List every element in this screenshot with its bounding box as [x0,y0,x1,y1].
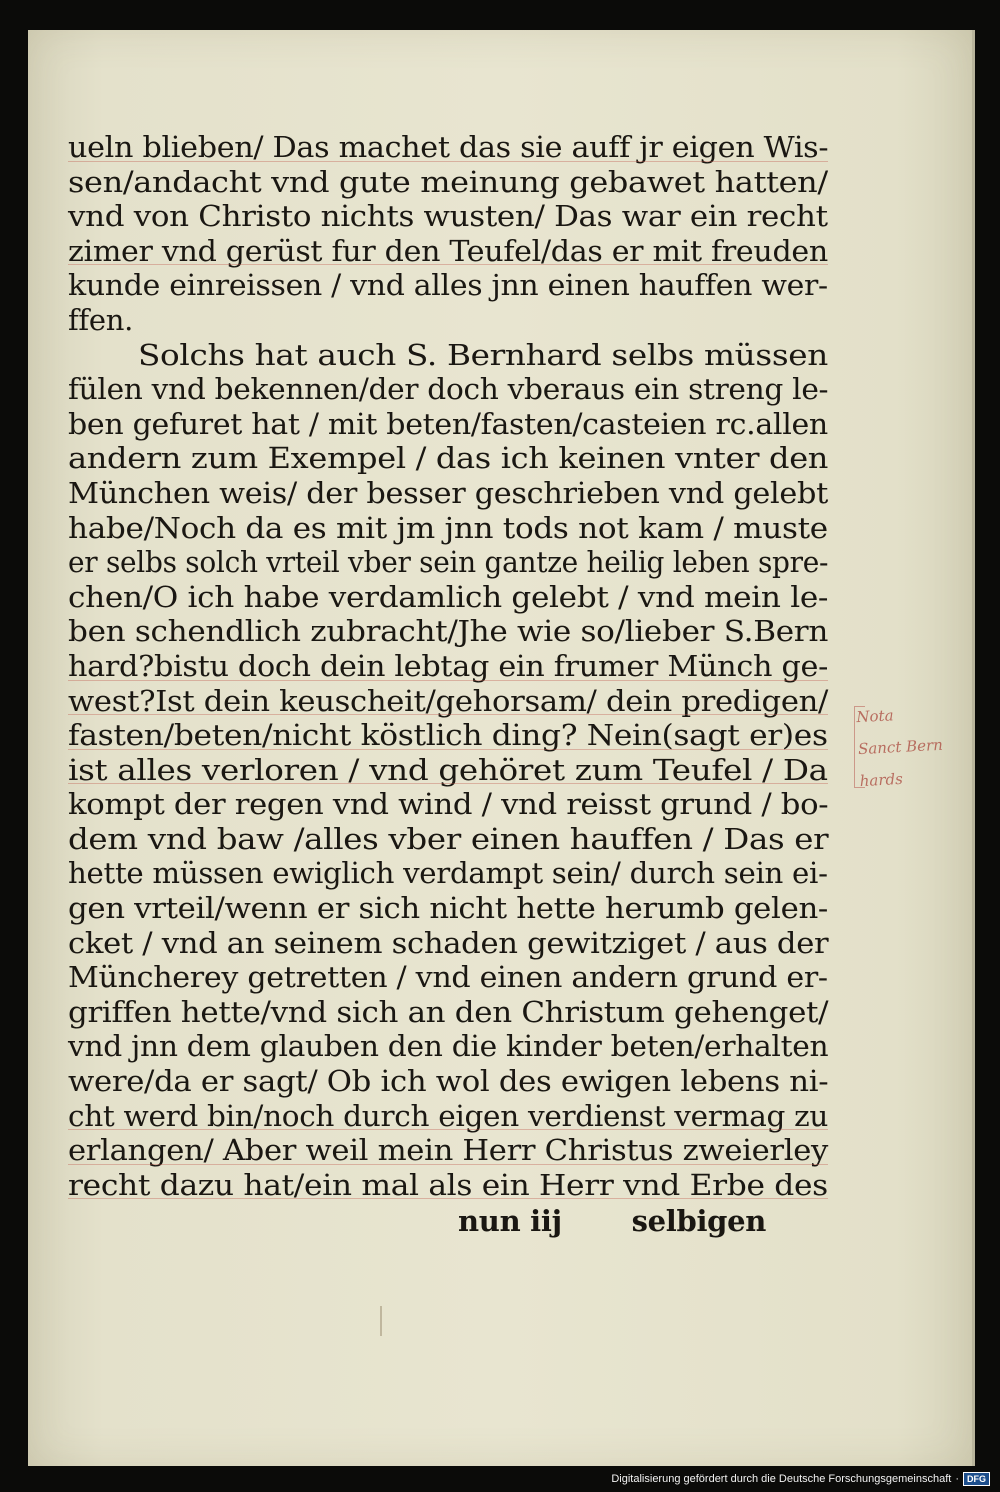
line-text: fasten/beten/nicht köstlich ding? Nein(sagt er)es [68,718,828,753]
text-line [68,130,828,165]
text-line [68,545,828,580]
line-text: ueln blieben/ Das machet das sie auff jr eigen Wis- [68,130,829,164]
marginal-note [856,695,981,797]
red-underline [68,161,828,162]
text-line [68,1029,828,1064]
red-underline [68,714,828,715]
text-line [68,926,828,961]
text-line [68,303,828,338]
text-line [68,338,828,373]
line-text: griffen hette/vnd sich an den Christum gehenget/ [68,994,829,1029]
line-text: vnd von Christo nichts wusten/ Das war ein recht [68,199,828,234]
document-page [28,30,975,1466]
marginal-note-line: Nota [855,706,894,727]
line-text: er selbs solch vrteil vber sein gantze heilig leben spre- [68,545,829,580]
line-text: ist alles verloren / vnd gehöret zum Teufel / Da [68,752,828,787]
text-line [68,1099,828,1134]
text-line [68,684,828,719]
line-text: cht werd bin/noch durch eigen verdienst vermag zu [68,1098,829,1133]
text-line [68,718,828,753]
line-text: fülen vnd bekennen/der doch vberaus ein streng le- [68,372,829,407]
text-line [68,822,828,857]
line-text: andern zum Exempel / das ich keinen vnter den [68,441,829,476]
red-underline [68,264,828,265]
line-text: ben schendlich zubracht/Jhe wie so/lieber S.Bern [68,614,829,649]
red-underline [68,680,828,681]
paper-mark [380,1306,382,1336]
line-text: zimer vnd gerüst fur den Teufel/das er mit freuden [68,233,828,268]
catchword: selbigen [631,1204,767,1239]
dfg-logo-icon: DFG [963,1472,990,1486]
line-text: sen/andacht vnd gute meinung gebawet hatten/ [68,164,828,199]
text-line [68,476,828,511]
line-text: erlangen/ Aber weil mein Herr Christus zweierley [68,1133,829,1168]
text-line [68,856,828,891]
line-text: Solchs hat auch S. Bernhard selbs müssen [138,337,828,372]
line-text: habe/Noch da es mit jm jnn tods not kam / muste [68,510,828,545]
text-line [68,960,828,995]
text-line [68,372,828,407]
text-line [68,787,828,822]
red-underline [68,749,828,750]
text-block [68,130,828,1239]
text-line [68,649,828,684]
text-line [68,1133,828,1168]
line-text: ben gefuret hat / mit beten/fasten/casteien rc.allen [68,406,828,441]
text-line [68,1064,828,1099]
marginal-note-line: Sanct Bern [857,735,944,759]
catchword-line [68,1204,828,1239]
line-text: vnd jnn dem glauben den die kinder beten/erhalten [68,1029,829,1064]
text-line [68,995,828,1030]
text-line [68,441,828,476]
text-line [68,614,828,649]
text-line [68,580,828,615]
text-line [68,234,828,269]
text-line [68,511,828,546]
digitization-footer [611,1472,990,1486]
line-text: cket / vnd an seinem schaden gewitziget / aus der [68,925,829,960]
red-underline [68,1164,828,1165]
line-text: kompt der regen vnd wind / vnd reisst grund / bo- [68,787,829,822]
line-text: hette müssen ewiglich verdampt sein/ durch sein ei- [68,856,828,891]
line-text: gen vrteil/wenn er sich nicht hette herumb gelen- [68,891,829,926]
red-underline [68,1129,828,1130]
red-underline [68,1198,828,1199]
line-text: recht dazu hat/ein mal als ein Herr vnd Erbe des [68,1167,828,1202]
signature-mark: nun iij [458,1204,562,1239]
line-text: were/da er sagt/ Ob ich wol des ewigen lebens ni- [68,1064,829,1099]
red-underline [68,783,828,784]
line-text: Müncherey getretten / vnd einen andern grund er- [68,960,828,995]
text-line [68,891,828,926]
marginal-note-line: hards [859,769,904,791]
line-text: chen/O ich habe verdamlich gelebt / vnd mein le- [68,579,829,614]
line-text: dem vnd baw /alles vber einen hauffen / Das er [68,821,829,856]
text-line [68,199,828,234]
footer-separator: · [955,1473,959,1485]
line-text: west?Ist dein keuscheit/gehorsam/ dein predigen/ [68,683,829,718]
text-line [68,268,828,303]
text-line [68,753,828,788]
line-text: München weis/ der besser geschrieben vnd gelebt [68,475,829,510]
line-text: hard?bistu doch dein lebtag ein frumer Münch ge- [68,648,828,683]
line-text: kunde einreissen / vnd alles jnn einen hauffen wer- [68,268,828,303]
text-line [68,407,828,442]
text-line [68,165,828,200]
text-line [68,1168,828,1203]
footer-text: Digitalisierung gefördert durch die Deutsche Forschungsgemeinschaft [611,1473,952,1485]
line-text: ffen. [68,302,134,337]
